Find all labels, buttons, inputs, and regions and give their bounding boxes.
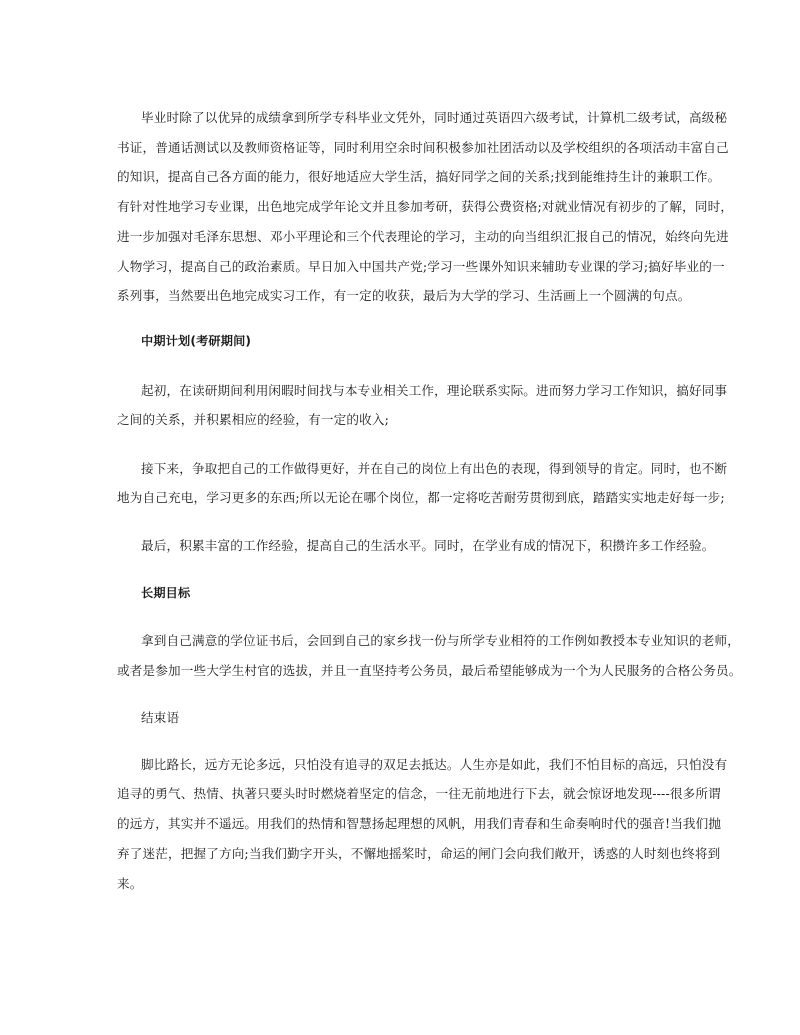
paragraph-line: 的远方，其实并不遥远。用我们的热情和智慧扬起理想的风帆，用我们青春和生命奏响时代的强音!当我们抛 (117, 816, 722, 831)
section-heading-long-term: 长期目标 (141, 586, 191, 600)
paragraph-line: 或者是参加一些大学生村官的选拔，并且一直坚持考公务员，最后希望能够成为一个为人民服务的合格公务员。 (117, 663, 742, 678)
paragraph-line: 弃了迷茫，把握了方向;当我们勤字开头，不懈地摇桨时，命运的闸门会向我们敞开，诱惑的人时刻也终将到 (117, 846, 721, 861)
paragraph-line: 毕业时除了以优异的成绩拿到所学专科毕业文凭外，同时通过英语四六级考试，计算机二级考试，高级秘 (141, 110, 728, 125)
section-heading-conclusion: 结束语 (141, 710, 180, 725)
paragraph-line: 之间的关系，并积累相应的经验，有一定的收入; (117, 412, 390, 427)
paragraph-line: 来。 (117, 876, 143, 891)
paragraph-line: 追寻的勇气、热情、执著只要头时时燃烧着坚定的信念，一往无前地进行下去，就会惊讶地发现----很多所谓 (117, 786, 721, 801)
paragraph-line: 拿到自己满意的学位证书后，会回到自己的家乡找一份与所学专业相符的工作例如教授本专业知识的老师， (141, 633, 740, 648)
paragraph-line: 书证，普通话测试以及教师资格证等，同时利用空余时间积极参加社团活动以及学校组织的各项活动丰富自己 (117, 140, 729, 155)
paragraph-line: 最后，积累丰富的工作经验，提高自己的生活水平。同时，在学业有成的情况下，积攒许多工作经验。 (141, 538, 715, 553)
section-heading-mid-term: 中期计划(考研期间) (141, 334, 252, 348)
paragraph-line: 起初，在读研期间利用闲暇时间找与本专业相关工作，理论联系实际。进而努力学习工作知识，搞好同事 (141, 383, 728, 398)
paragraph-line: 系列事，当然要出色地完成实习工作，有一定的收获，最后为大学的学习、生活画上一个圆满的句点。 (117, 288, 691, 303)
paragraph-line: 进一步加强对毛泽东思想、邓小平理论和三个代表理论的学习，主动的向当组织汇报自己的情况，始终向先进 (117, 229, 729, 244)
paragraph-line: 接下来，争取把自己的工作做得更好，并在自己的岗位上有出色的表现，得到领导的肯定。同时，也不断 (141, 461, 728, 476)
paragraph-line: 的知识，提高自己各方面的能力，很好地适应大学生活，搞好同学之间的关系;找到能维持生计的兼职工作。 (117, 169, 721, 184)
paragraph-line: 脚比路长，远方无论多远，只怕没有追寻的双足去抵达。人生亦是如此，我们不怕目标的高远，只怕没有 (141, 757, 728, 772)
paragraph-line: 有针对性地学习专业课，出色地完成学年论文并且参加考研，获得公费资格;对就业情况有初步的了解，同时， (117, 199, 734, 214)
paragraph-line: 人物学习，提高自己的政治素质。早日加入中国共产党;学习一些课外知识来辅助专业课的学习;搞好毕业的一 (117, 259, 725, 274)
paragraph-line: 地为自己充电，学习更多的东西;所以无论在哪个岗位，都一定将吃苦耐劳贯彻到底，踏踏实实地走好每一步; (117, 490, 725, 505)
